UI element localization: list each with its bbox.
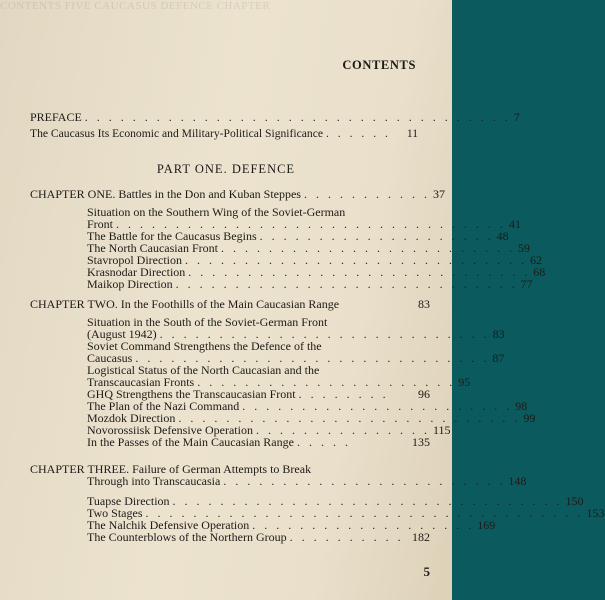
dot-leader: . . . . . . . . . . . . . . . . . . . . . . . . . . . . . bbox=[175, 277, 518, 291]
toc-section-line: Logistical Status of the North Caucasian and the bbox=[87, 363, 320, 377]
toc-section: The Plan of the Nazi Command . . . . . . . . . . . . . . . . . . . . . . . 98 bbox=[87, 399, 528, 413]
dot-leader: . . . . . . . . . . . . . . . . . . . . . . . bbox=[242, 399, 513, 413]
dot-leader: . . . . . . . . . . . . . . . bbox=[255, 423, 430, 437]
toc-section: In the Passes of the Main Caucasian Range . . . . . 135 bbox=[87, 435, 430, 449]
dot-leader: . . . . . . . . . . . . . . . . . . . . . . . . . . . . bbox=[159, 327, 490, 341]
dot-leader: . . . . . . . . . . . . . . . . . . . . . . . . . . . . . bbox=[188, 265, 531, 279]
dot-leader: . . . . . bbox=[296, 435, 351, 449]
page-heading: CONTENTS bbox=[342, 58, 416, 72]
toc-entry-preface: PREFACE . . . . . . . . . . . . . . . . . . . . . . . . . . . . . . . . . . . . 7 bbox=[30, 110, 520, 124]
dot-leader: . . . . . . . . . . . . . . . . . . . . . . bbox=[197, 375, 456, 389]
toc-section: Stavropol Direction . . . . . . . . . . . . . . . . . . . . . . . . . . . . . 62 bbox=[87, 253, 542, 267]
toc-section-line: Soviet Command Strengthens the Defence of the bbox=[87, 339, 322, 353]
toc-chapter-three: Through into Transcaucasia . . . . . . . . . . . . . . . . . . . . . . . . 148 bbox=[87, 474, 527, 488]
dot-leader: . . . . . . . . . . . . . . . . . . . . . . . . . . . . . . bbox=[135, 351, 490, 365]
dot-leader: . . . . . . bbox=[326, 127, 391, 140]
bleed-through-text: CONTENTS FIVE CAUCASUS DEFENCE CHAPTER bbox=[0, 0, 271, 12]
toc-section: The Nalchik Defensive Operation . . . . . . . . . . . . . . . . . . . 169 bbox=[87, 518, 496, 532]
toc-chapter-two: CHAPTER TWO. In the Foothills of the Main Caucasian Range 83 bbox=[30, 297, 430, 311]
dot-leader: . . . . . . . . . . . . . . . . . . . . . . . . . . . . . . . . . bbox=[116, 217, 507, 231]
toc-section: Two Stages . . . . . . . . . . . . . . . . . . . . . . . . . . . . . . . . . . . . . 153 bbox=[87, 506, 605, 520]
toc-section: Caucasus . . . . . . . . . . . . . . . . . . . . . . . . . . . . . . 87 bbox=[87, 351, 505, 365]
dot-leader: . . . . . . . . . . . . . . . . . . . . bbox=[259, 229, 494, 243]
dot-leader: . . . . . . . . . . . . . . . . . . . . . . . . . bbox=[220, 241, 515, 255]
dot-leader: . . . . . . . . . . . . . . . . . . . . . . . . . . . . . . . . . bbox=[172, 494, 563, 508]
dot-leader: . . . . . . . . bbox=[298, 387, 389, 401]
toc-section: (August 1942) . . . . . . . . . . . . . . . . . . . . . . . . . . . . 83 bbox=[87, 327, 505, 341]
toc-section: Front . . . . . . . . . . . . . . . . . . . . . . . . . . . . . . . . . 41 bbox=[87, 217, 522, 231]
dot-leader: . . . . . . . . . . . . . . . . . . . . . . . . . . . . . bbox=[184, 253, 527, 267]
toc-section: Mozdok Direction . . . . . . . . . . . . . . . . . . . . . . . . . . . . . 99 bbox=[87, 411, 536, 425]
toc-section: Maikop Direction . . . . . . . . . . . . . . . . . . . . . . . . . . . . . 77 bbox=[87, 277, 533, 291]
toc-section-line: Situation in the South of the Soviet-German Front bbox=[87, 315, 328, 329]
toc-entry-significance: The Caucasus Its Economic and Military-Political Significance . . . . . . 11 bbox=[30, 127, 418, 140]
toc-chapter-three-line: CHAPTER THREE. Failure of German Attempts to Break bbox=[30, 462, 312, 476]
toc-section: Tuapse Direction . . . . . . . . . . . . . . . . . . . . . . . . . . . . . . . . . 150 bbox=[87, 494, 584, 508]
dot-leader: . . . . . . . . . . . bbox=[303, 187, 430, 201]
dot-leader: . . . . . . . . . . . . . . . . . . . . . . . . . . . . . . . . . . . . . bbox=[145, 506, 584, 520]
toc-chapter-one: CHAPTER ONE. Battles in the Don and Kuban Steppes . . . . . . . . . . . 37 bbox=[30, 187, 445, 201]
toc-section: The Counterblows of the Northern Group . . . . . . . . . . 182 bbox=[87, 530, 430, 544]
page-number: 5 bbox=[423, 564, 430, 579]
dot-leader: . . . . . . . . . . . . . . . . . . . . . . . . . . . . . bbox=[178, 411, 521, 425]
toc-section: GHQ Strengthens the Transcaucasian Front . . . . . . . . 96 bbox=[87, 387, 430, 401]
toc-section: The North Caucasian Front . . . . . . . . . . . . . . . . . . . . . . . . . 59 bbox=[87, 241, 530, 255]
toc-section-line: Situation on the Southern Wing of the Soviet-German bbox=[87, 205, 346, 219]
dot-leader: . . . . . . . . . . . . . . . . . . . bbox=[252, 518, 475, 532]
toc-section: Novorossiisk Defensive Operation . . . . . . . . . . . . . . . 115 bbox=[87, 423, 451, 437]
toc-section: The Battle for the Caucasus Begins . . . . . . . . . . . . . . . . . . . . 48 bbox=[87, 229, 509, 243]
dot-leader: . . . . . . . . . . . . . . . . . . . . . . . . bbox=[223, 474, 506, 488]
dot-leader: . . . . . . . . . . bbox=[289, 530, 404, 544]
toc-section: Krasnodar Direction . . . . . . . . . . . . . . . . . . . . . . . . . . . . . 68 bbox=[87, 265, 546, 279]
part-heading: PART ONE. DEFENCE bbox=[156, 162, 296, 176]
dot-leader: . . . . . . . . . . . . . . . . . . . . . . . . . . . . . . . . . . . . bbox=[84, 110, 511, 124]
toc-section: Transcaucasian Fronts . . . . . . . . . . . . . . . . . . . . . . 95 bbox=[87, 375, 471, 389]
